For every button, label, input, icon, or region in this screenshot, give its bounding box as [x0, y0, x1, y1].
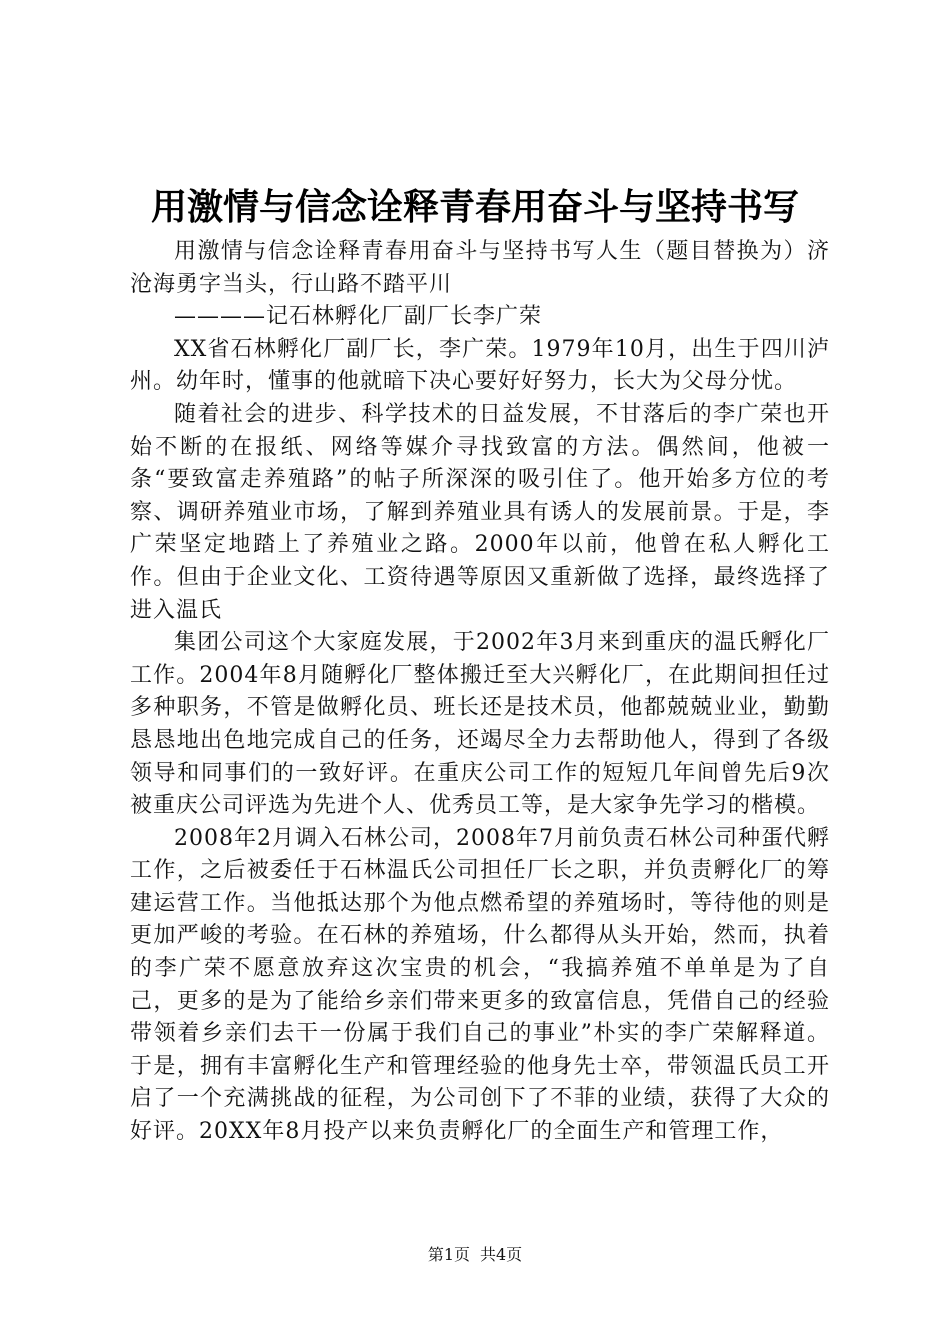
- document-body: [130, 236, 830, 1149]
- paragraph-intro: XX省石林孵化厂副厂长，李广荣。1979年10月，出生于四川泸州。幼年时，懂事的他就暗下决心要好好努力，长大为父母分忧。: [130, 336, 830, 395]
- paragraph-early-career: 随着社会的进步、科学技术的日益发展，不甘落后的李广荣也开始不断的在报纸、网络等媒介寻找致富的方法。偶然间，他被一条“要致富走养殖路”的帖子所深深的吸引住了。他开始多方位的考察、调研养殖业市场，了解到养殖业具有诱人的发展前景。于是，李广荣坚定地踏上了养殖业之路。2000年以前，他曾在私人孵化工作。但由于企业文化、工资待遇等原因又重新做了选择，最终选择了进入温氏: [130, 401, 830, 623]
- page-total: 共4页: [480, 1245, 523, 1264]
- paragraph-shilin: 2008年2月调入石林公司，2008年7月前负责石林公司种蛋代孵工作，之后被委任于石林温氏公司担任厂长之职，并负责孵化厂的筹建运营工作。当他抵达那个为他点燃希望的养殖场时，等待他的则是更加严峻的考验。在石林的养殖场，什么都得从头开始，然而，执着的李广荣不愿意放弃这次宝贵的机会，“我搞养殖不单单是为了自己，更多的是为了能给乡亲们带来更多的致富信息，凭借自己的经验带领着乡亲们去干一份属于我们自己的事业”朴实的李广荣解释道。于是，拥有丰富孵化生产和管理经验的他身先士卒，带领温氏员工开启了一个充满挑战的征程，为公司创下了不菲的业绩，获得了大众的好评。20XX年8月投产以来负责孵化厂的全面生产和管理工作，: [130, 825, 830, 1145]
- paragraph-heading-line: 用激情与信念诠释青春用奋斗与坚持书写人生（题目替换为）济沧海勇字当头，行山路不踏平川: [130, 239, 830, 297]
- page-footer: [0, 1243, 950, 1267]
- paragraph-byline: ————记石林孵化厂副厂长李广荣: [174, 304, 543, 330]
- document-title: 用激情与信念诠释青春用奋斗与坚持书写: [150, 186, 799, 228]
- paragraph-chongqing: 集团公司这个大家庭发展，于2002年3月来到重庆的温氏孵化厂工作。2004年8月随孵化厂整体搬迁至大兴孵化厂，在此期间担任过多种职务，不管是做孵化员、班长还是技术员，他都兢兢业业，勤勤恳恳地出色地完成自己的任务，还竭尽全力去帮助他人，得到了各级领导和同事们的一致好评。在重庆公司工作的短短几年间曾先后9次被重庆公司评选为先进个人、优秀员工等，是大家争先学习的楷模。: [130, 630, 830, 819]
- page-number: 第1页: [427, 1245, 470, 1264]
